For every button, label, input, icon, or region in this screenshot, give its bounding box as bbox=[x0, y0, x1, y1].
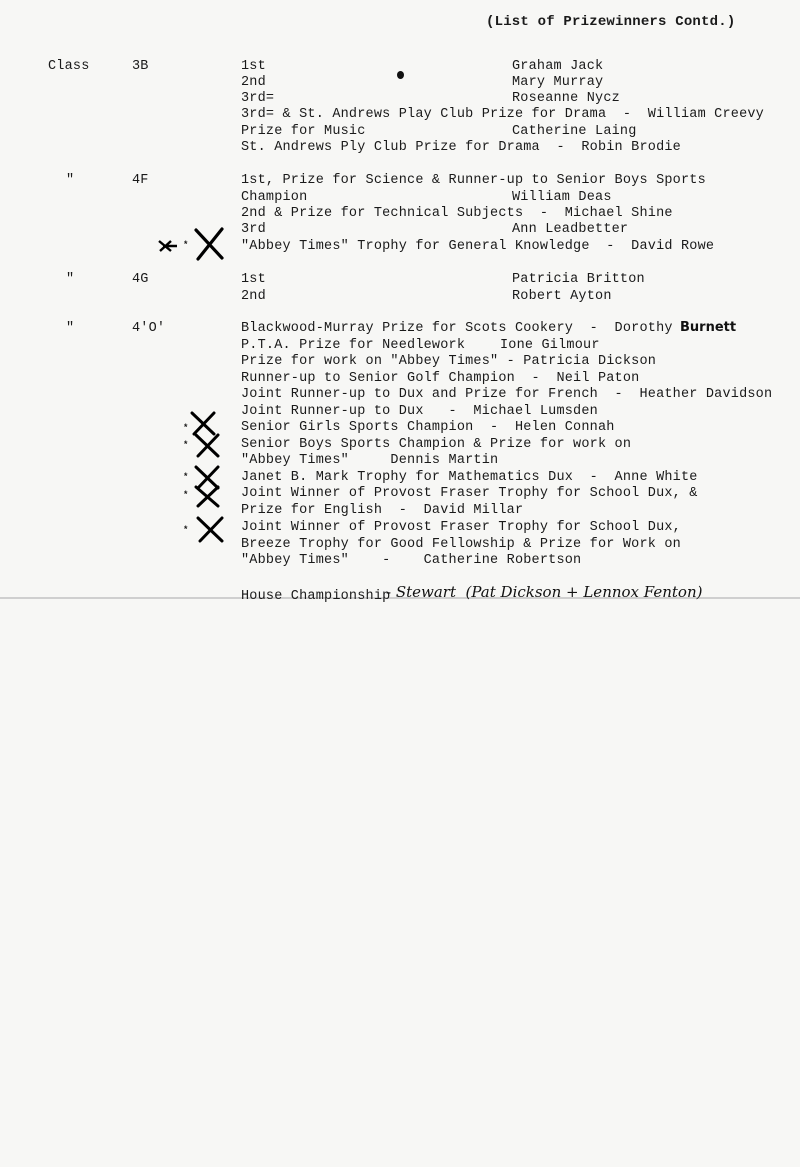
ditto-mark: " bbox=[66, 321, 75, 336]
class-3b: 3B bbox=[132, 59, 149, 74]
asterisk-mark: * bbox=[183, 490, 189, 500]
asterisk-mark: * bbox=[183, 440, 189, 450]
class-label: Class bbox=[48, 59, 90, 74]
prize-line: Senior Girls Sports Champion - Helen Connah bbox=[241, 420, 615, 435]
prize-line: 1st, Prize for Science & Runner-up to Senior Boys Sports bbox=[241, 173, 706, 188]
prize-line: 3rd= bbox=[241, 91, 275, 106]
handwritten-surname: Burnett bbox=[680, 320, 737, 335]
prize-line: 1st bbox=[241, 59, 266, 74]
prize-line: Runner-up to Senior Golf Champion - Neil Paton bbox=[241, 371, 640, 386]
ditto-mark: " bbox=[66, 272, 75, 287]
prize-line: "Abbey Times" Dennis Martin bbox=[241, 453, 499, 468]
ditto-mark: " bbox=[66, 173, 75, 188]
winner-name: Patricia Britton bbox=[512, 272, 645, 287]
prize-line: "Abbey Times" Trophy for General Knowledge - David Rowe bbox=[241, 239, 715, 254]
prize-line: 2nd bbox=[241, 75, 266, 90]
prize-line: 2nd bbox=[241, 289, 266, 304]
prize-line: Joint Runner-up to Dux - Michael Lumsden bbox=[241, 404, 598, 419]
prize-line: Joint Runner-up to Dux and Prize for French - Heather Davidson bbox=[241, 387, 773, 402]
prize-line: Joint Winner of Provost Fraser Trophy for School Dux, bbox=[241, 520, 681, 535]
cross-mark bbox=[194, 515, 226, 543]
cross-mark bbox=[192, 226, 226, 262]
winner-name: Graham Jack bbox=[512, 59, 604, 74]
prize-line: P.T.A. Prize for Needlework bbox=[241, 338, 466, 353]
cross-mark bbox=[192, 484, 222, 508]
class-4g: 4G bbox=[132, 272, 149, 287]
winner-name: William Deas bbox=[512, 190, 612, 205]
prize-line: 3rd= & St. Andrews Play Club Prize for Drama - William Creevy bbox=[241, 107, 764, 122]
prize-line: Prize for English - David Millar bbox=[241, 503, 524, 518]
prize-line: 2nd & Prize for Technical Subjects - Michael Shine bbox=[241, 206, 673, 221]
prize-line: Prize for Music bbox=[241, 124, 366, 139]
prize-line: Senior Boys Sports Champion & Prize for work on bbox=[241, 437, 632, 452]
winner-name: Ione Gilmour bbox=[500, 338, 600, 353]
prize-line: Joint Winner of Provost Fraser Trophy for School Dux, & bbox=[241, 486, 698, 501]
asterisk-mark: * bbox=[183, 240, 189, 250]
prize-line: Janet B. Mark Trophy for Mathematics Dux - Anne White bbox=[241, 470, 698, 485]
prize-line: 1st bbox=[241, 272, 266, 287]
winner-name: Catherine Laing bbox=[512, 124, 637, 139]
winner-name: Ann Leadbetter bbox=[512, 222, 629, 237]
ink-dot bbox=[397, 71, 404, 79]
footer-label: House Championship bbox=[241, 589, 391, 604]
page-title: (List of Prizewinners Contd.) bbox=[486, 14, 736, 30]
prize-line: St. Andrews Ply Club Prize for Drama - Robin Brodie bbox=[241, 140, 681, 155]
prize-line: Blackwood-Murray Prize for Scots Cookery - Dorothy bbox=[241, 321, 673, 336]
prize-line: Champion bbox=[241, 190, 308, 205]
cross-mark bbox=[192, 432, 222, 458]
class-4f: 4F bbox=[132, 173, 149, 188]
winner-name: Robert Ayton bbox=[512, 289, 612, 304]
winner-name: Roseanne Nycz bbox=[512, 91, 620, 106]
asterisk-mark: * bbox=[183, 525, 189, 535]
prize-line: 3rd bbox=[241, 222, 266, 237]
cross-mark bbox=[157, 238, 179, 254]
prize-line: "Abbey Times" - Catherine Robertson bbox=[241, 553, 582, 568]
prize-line: Prize for work on "Abbey Times" - Patricia Dickson bbox=[241, 354, 657, 369]
class-4o: 4'O' bbox=[132, 321, 166, 336]
winner-name: Mary Murray bbox=[512, 75, 604, 90]
asterisk-mark: * bbox=[183, 423, 189, 433]
asterisk-mark: * bbox=[183, 472, 189, 482]
handwritten-house: - Stewart (Pat Dickson + Lennox Fenton) bbox=[386, 583, 703, 601]
prize-line: Breeze Trophy for Good Fellowship & Prize for Work on bbox=[241, 537, 681, 552]
